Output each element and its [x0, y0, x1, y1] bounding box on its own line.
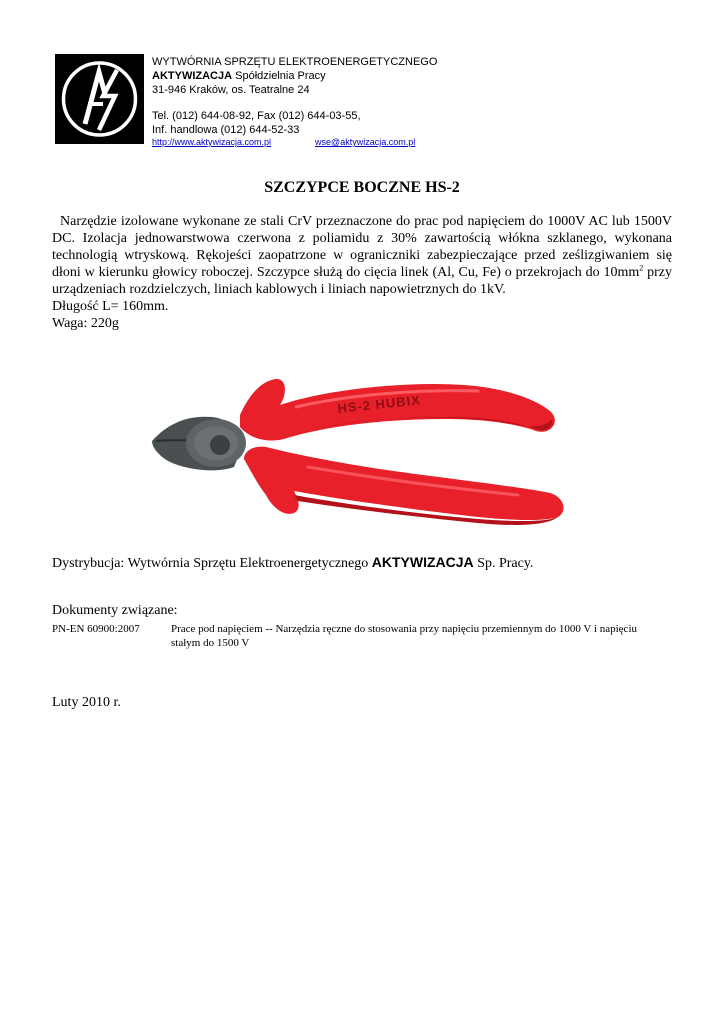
company-phone: Tel. (012) 644-08-92, Fax (012) 644-03-55, [152, 110, 361, 122]
description-text-1: Narzędzie izolowane wykonane ze stali CrV przeznaczone do prac pod napięciem do 1000V AC lub 1500V DC. Izolacja jednowarstwowa czerwona z poliamidu z 30% zawartością włókna szklanego, wykonana technologią wtryskową. Rękojeści zaopatrzone w ograniczniki zabezpieczające przed ześlizgiwaniem się dłoni w kierunku głowicy roboczej. Szczypce służą do cięcia linek (Al, Cu, Fe) o przekrojach do 10mm [52, 214, 672, 280]
related-docs-title: Dokumenty związane: [52, 603, 178, 618]
description-paragraph [52, 213, 672, 298]
company-logo [55, 54, 144, 144]
website-link[interactable]: http://www.aktywizacja.com.pl [152, 137, 272, 147]
company-name: WYTWÓRNIA SPRZĘTU ELEKTROENERGETYCZNEGO [152, 56, 438, 68]
company-address: 31-946 Kraków, os. Teatralne 24 [152, 84, 310, 96]
company-header [152, 55, 437, 148]
pliers-illustration-icon [148, 367, 576, 537]
distribution-suffix: Sp. Pracy. [473, 556, 534, 571]
description-text-2: przy urządzeniach rozdzielczych, liniach kablowych i liniach napowietrznych do 1kV. [52, 265, 672, 297]
company-brand-suffix: Spółdzielnia Pracy [232, 70, 326, 82]
logo-emblem-icon [55, 54, 144, 144]
company-trade-info: Inf. handlowa (012) 644-52-33 [152, 124, 300, 136]
product-length: Długość L= 160mm. [52, 299, 169, 314]
company-brand: AKTYWIZACJA [152, 70, 233, 82]
product-description [52, 213, 672, 332]
company-links [152, 137, 437, 148]
distribution-line [52, 554, 533, 572]
product-photo [148, 367, 576, 537]
distribution-prefix: Dystrybucja: Wytwórnia Sprzętu Elektroenergetycznego [52, 556, 372, 571]
distribution-brand: AKTYWIZACJA [371, 554, 474, 570]
company-brand-line [152, 69, 437, 83]
lower-handle [244, 447, 564, 520]
product-weight: Waga: 220g [52, 316, 119, 331]
email-link[interactable]: wse@aktywizacja.com.pl [315, 137, 416, 147]
page-title: SZCZYPCE BOCZNE HS-2 [264, 179, 460, 196]
product-marking: HS-2 HUBIX [336, 392, 422, 416]
related-doc-standard: PN-EN 60900:2007 [52, 623, 140, 635]
document-date: Luty 2010 r. [52, 695, 121, 710]
description-superscript: 2 [639, 263, 644, 273]
related-doc-description: Prace pod napięciem -- Narzędzia ręczne do stosowania przy napięciu przemiennym do 1000 V i napięciu stałym do 1500 V [171, 623, 637, 649]
